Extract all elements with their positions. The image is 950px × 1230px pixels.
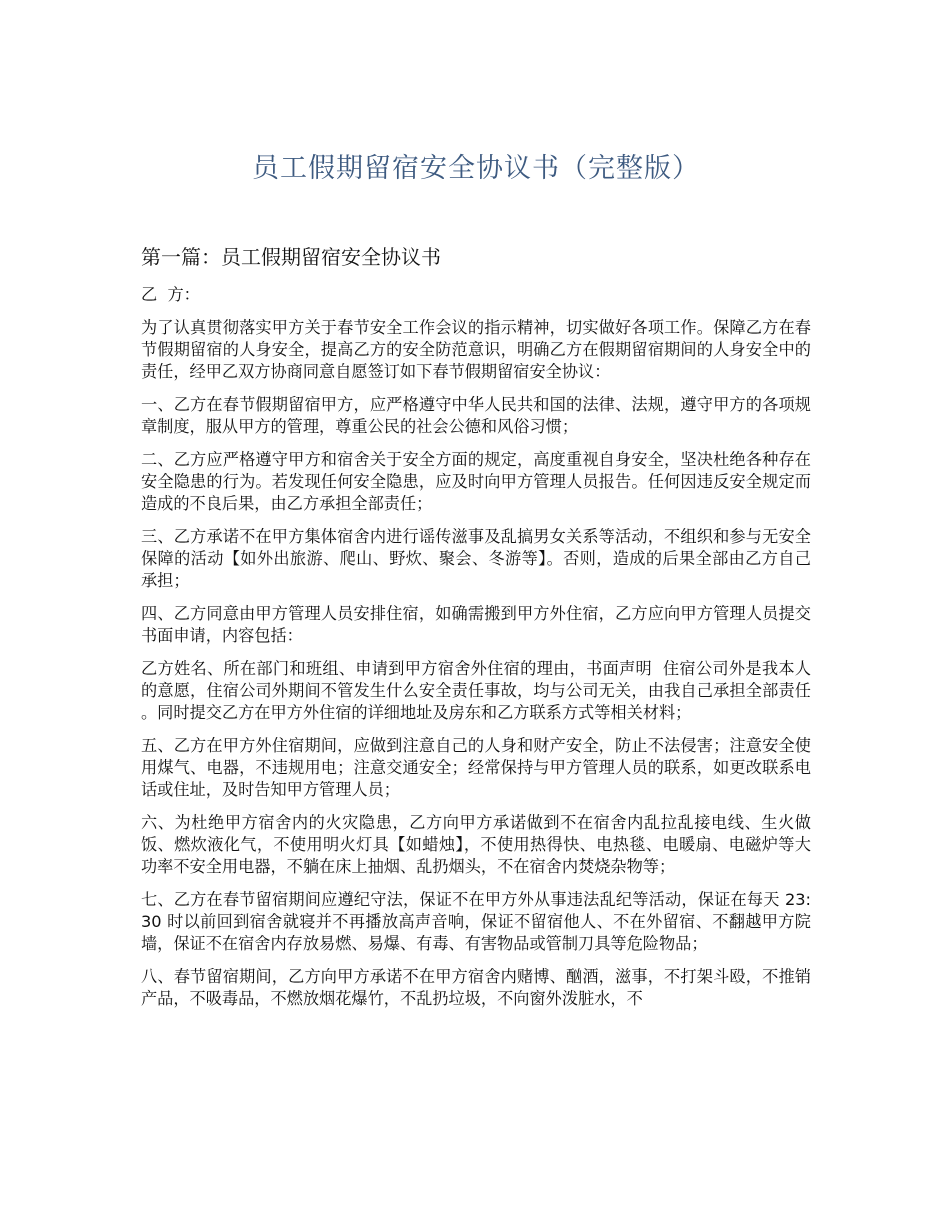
paragraph: 三、乙方承诺不在甲方集体宿舍内进行谣传滋事及乱搞男女关系等活动，不组织和参与无安全保障的活动【如外出旅游、爬山、野炊、聚会、冬游等】。否则，造成的后果全部由乙方自己承担； <box>141 527 811 590</box>
paragraph: 六、为杜绝甲方宿舍内的火灾隐患，乙方向甲方承诺做到不在宿舍内乱拉乱接电线、生火做饭、燃炊液化气，不使用明火灯具【如蜡烛】，不使用热得快、电热毯、电暖扇、电磁炉等大功率不安全用电器，不躺在床上抽烟、乱扔烟头，不在宿舍内焚烧杂物等； <box>141 813 811 876</box>
document-body <box>141 284 822 1021</box>
paragraph: 一、乙方在春节假期留宿甲方，应严格遵守中华人民共和国的法律、法规，遵守甲方的各项规章制度，服从甲方的管理，尊重公民的社会公德和风俗习惯； <box>141 395 811 436</box>
paragraph: 为了认真贯彻落实甲方关于春节安全工作会议的指示精神，切实做好各项工作。保障乙方在春节假期留宿的人身安全，提高乙方的安全防范意识，明确乙方在假期留宿期间的人身安全中的责任，经甲乙双方协商同意自愿签订如下春节假期留宿安全协议： <box>141 318 811 381</box>
paragraph: 八、春节留宿期间，乙方向甲方承诺不在甲方宿舍内赌博、酗酒，滋事，不打架斗殴，不推销产品，不吸毒品，不燃放烟花爆竹，不乱扔垃圾，不向窗外泼脏水，不 <box>141 967 811 1008</box>
paragraph: 二、乙方应严格遵守甲方和宿舍关于安全方面的规定，高度重视自身安全，坚决杜绝各种存在安全隐患的行为。若发现任何安全隐患，应及时向甲方管理人员报告。任何因违反安全规定而造成的不良后果，由乙方承担全部责任； <box>141 450 811 513</box>
document-title: 员工假期留宿安全协议书（完整版） <box>252 153 700 184</box>
section-heading: 第一篇：员工假期留宿安全协议书 <box>141 245 441 269</box>
paragraph: 四、乙方同意由甲方管理人员安排住宿，如确需搬到甲方外住宿，乙方应向甲方管理人员提交书面申请，内容包括： <box>141 604 811 645</box>
party-label: 乙 方： <box>141 285 200 304</box>
paragraph: 五、乙方在甲方外住宿期间，应做到注意自己的人身和财产安全，防止不法侵害；注意安全使用煤气、电器，不违规用电；注意交通安全；经常保持与甲方管理人员的联系，如更改联系电话或住址，及时告知甲方管理人员； <box>141 736 811 799</box>
paragraph: 乙方姓名、所在部门和班组、申请到甲方宿舍外住宿的理由，书面声明 住宿公司外是我本人的意愿，住宿公司外期间不管发生什么安全责任事故，均与公司无关，由我自己承担全部责任 。同时提交乙方在甲方外住宿的详细地址及房东和乙方联系方式等相关材料； <box>141 659 822 722</box>
paragraph: 七、乙方在春节留宿期间应遵纪守法，保证不在甲方外从事违法乱纪等活动，保证在每天 23:30 时以前回到宿舍就寝并不再播放高声音响，保证不留宿他人、不在外留宿、不翻越甲方院墙，保证不在宿舍内存放易燃、易爆、有毒、有害物品或管制刀具等危险物品； <box>141 890 811 953</box>
